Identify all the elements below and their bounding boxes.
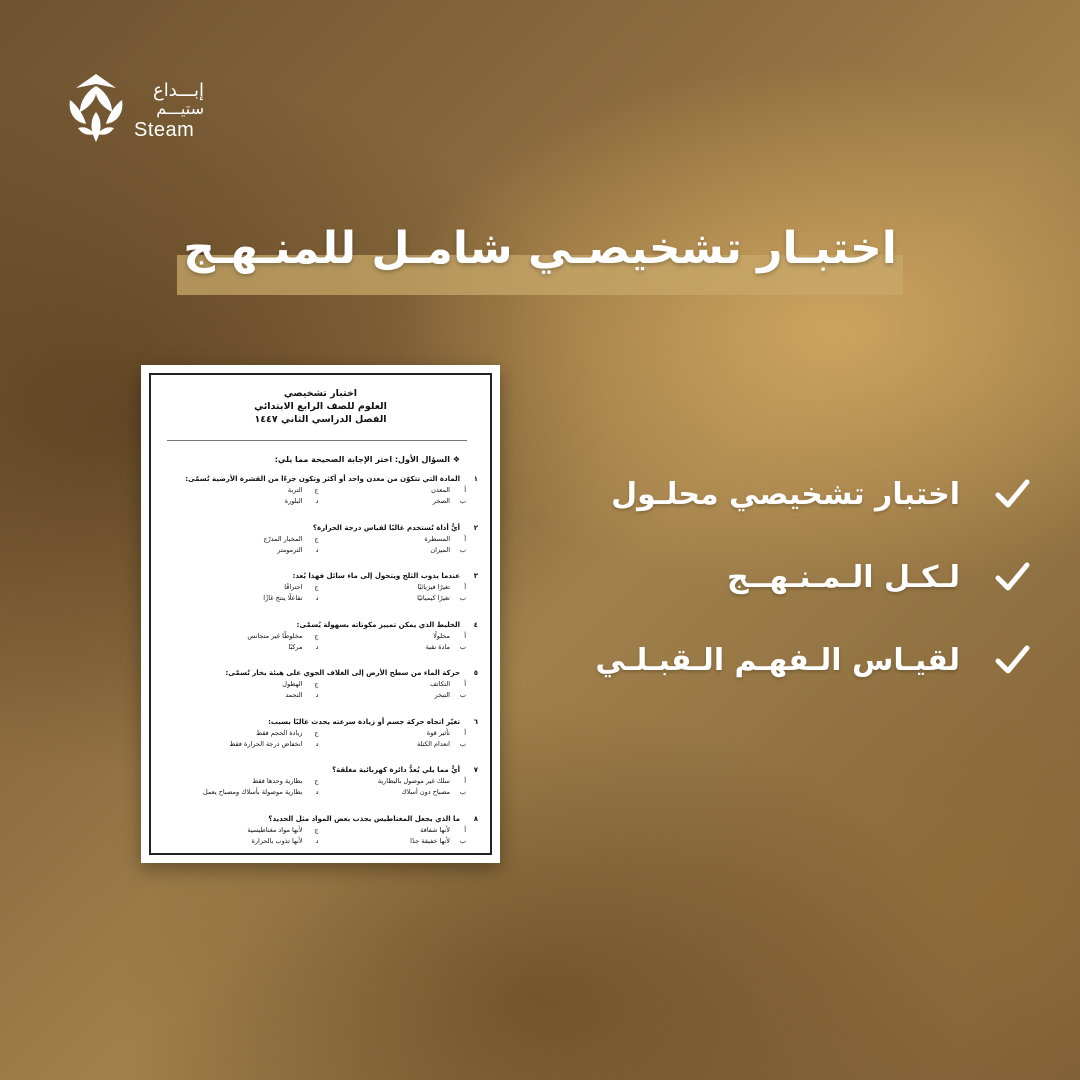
question-prompt: أيٌّ مما يلي يُعدُّ دائرة كهربائية مغلقة؟: [332, 766, 460, 774]
option-text: البلورة: [284, 497, 303, 505]
answer-option: [319, 825, 467, 836]
option-text: الصخر: [432, 497, 450, 505]
answer-option: [171, 496, 319, 507]
question-item: [171, 473, 478, 522]
option-text: بطارية وحدها فقط: [252, 777, 303, 785]
question-text: [171, 716, 478, 728]
answer-option: [319, 582, 467, 593]
answer-options: [171, 582, 478, 604]
answer-option: [319, 739, 467, 750]
option-letter: ج: [314, 583, 319, 591]
question-item: [171, 570, 478, 619]
answer-options: [171, 776, 478, 798]
option-text: مادة نقية: [425, 642, 450, 651]
option-text: تفاعلًا ينتج غازًا: [263, 594, 303, 602]
option-text: التجمد: [285, 691, 303, 699]
answer-option: [319, 787, 467, 798]
option-text: انخفاض درجة الحرارة فقط: [229, 739, 303, 748]
page-title: اختبـار تشخيصـي شامـل للمنـهـج: [183, 223, 897, 274]
section-heading: ❖ السؤال الأول: اختر الإجابة الصحيحة مما يلي:: [274, 455, 460, 464]
answer-option: [319, 485, 467, 496]
question-number: ٢: [473, 523, 478, 532]
checkmark-icon: [994, 476, 1030, 512]
question-number: ٥: [473, 669, 478, 677]
answer-option: [171, 631, 319, 642]
option-text: الميزان: [430, 545, 450, 554]
option-letter: ب: [459, 739, 466, 748]
answer-option: [171, 582, 319, 593]
option-letter: ج: [314, 728, 319, 737]
option-text: التكاثف: [430, 680, 450, 688]
document-header-line: العلوم للصف الرابع الابتدائي: [254, 401, 387, 412]
option-text: التبخر: [434, 691, 450, 699]
answer-option: [319, 534, 467, 545]
answer-option: [171, 679, 319, 690]
option-letter: د: [315, 642, 319, 651]
option-text: تغيرًا فيزيائيًا: [417, 583, 450, 591]
question-prompt: عندما يذوب الثلج ويتحول إلى ماء سائل فهذا يُعد:: [292, 572, 460, 580]
option-letter: د: [315, 739, 319, 748]
question-number: ٧: [473, 766, 478, 774]
answer-option: [319, 679, 467, 690]
option-letter: ب: [459, 691, 466, 699]
option-letter: ب: [459, 788, 466, 796]
question-text: [171, 667, 478, 679]
question-item: [171, 619, 478, 668]
question-prompt: تغيّر اتجاه حركة جسم أو زيادة سرعته يحدث غالبًا بسبب:: [268, 717, 460, 726]
option-letter: ج: [314, 486, 319, 494]
answer-options: [171, 534, 478, 556]
answer-option: [171, 739, 319, 750]
answer-options: [171, 679, 478, 701]
option-letter: ج: [314, 631, 319, 640]
option-letter: ج: [314, 534, 319, 543]
document-header-line: اختبار تشخيصي: [283, 388, 358, 399]
option-letter: أ: [464, 680, 466, 688]
feature-text: اختبار تشخيصي محلـول: [611, 477, 960, 512]
checkmark-icon: [994, 559, 1030, 595]
question-number: ٣: [473, 572, 478, 580]
answer-option: [171, 728, 319, 739]
answer-option: [171, 485, 319, 496]
question-text: [171, 473, 478, 485]
option-text: محلولًا: [433, 631, 450, 640]
lotus-leaf-icon: [64, 70, 128, 146]
question-prompt: المادة التي تتكوّن من معدن واحد أو أكثر وتكون جزءًا من القشرة الأرضية تُسمّى:: [185, 475, 460, 483]
option-letter: ج: [314, 777, 319, 785]
document-divider: [167, 440, 467, 441]
answer-option: [319, 545, 467, 556]
option-text: احتراقًا: [284, 583, 303, 591]
option-text: زيادة الحجم فقط: [256, 728, 303, 737]
option-text: المسطرة: [424, 534, 450, 543]
answer-option: [171, 534, 319, 545]
feature-text: لقيـاس الـفهـم الـقبـلـي: [595, 643, 960, 678]
question-prompt: أيُّ أداة تُستخدم غالبًا لقياس درجة الحرارة؟: [312, 523, 460, 532]
answer-options: [171, 631, 478, 653]
question-text: [171, 813, 478, 825]
question-number: ٦: [473, 717, 478, 726]
question-item: [171, 813, 478, 862]
answer-options: [171, 728, 478, 750]
option-letter: ج: [314, 825, 319, 834]
question-prompt: حركة الماء من سطح الأرض إلى الغلاف الجوي على هيئة بخار تُسمّى:: [225, 669, 460, 677]
brand-english-name: Steam: [134, 119, 195, 141]
option-letter: أ: [464, 631, 466, 640]
question-prompt: ما الذي يجعل المغناطيس يجذب بعض المواد مثل الحديد؟: [268, 814, 460, 823]
option-letter: ج: [314, 680, 319, 688]
option-letter: ب: [459, 497, 466, 505]
option-letter: أ: [464, 486, 466, 494]
option-text: انعدام الكتلة: [416, 739, 450, 748]
feature-item: [590, 470, 1030, 520]
option-letter: أ: [464, 728, 466, 737]
option-text: مصباح دون أسلاك: [401, 788, 450, 796]
option-text: بطارية موصولة بأسلاك ومصباح يعمل: [203, 788, 303, 796]
option-letter: أ: [464, 534, 466, 543]
answer-option: [319, 631, 467, 642]
answer-option: [171, 776, 319, 787]
option-text: سلك غير موصول بالبطارية: [377, 777, 450, 785]
document-header-line: الفصل الدراسي الثاني ١٤٤٧: [254, 414, 387, 425]
option-letter: أ: [464, 583, 466, 591]
option-text: لأنها خفيفة جدًا: [410, 836, 450, 845]
answer-option: [319, 776, 467, 787]
answer-options: [171, 485, 478, 507]
option-text: الترمومتر: [277, 545, 303, 554]
question-text: [171, 570, 478, 582]
answer-option: [171, 642, 319, 653]
answer-option: [171, 545, 319, 556]
document-header: [141, 387, 500, 426]
question-number: ٨: [473, 814, 478, 823]
option-letter: د: [315, 691, 319, 699]
question-list: [171, 473, 478, 861]
question-text: [171, 619, 478, 631]
answer-option: [319, 690, 467, 701]
feature-item: [590, 636, 1030, 686]
feature-item: [590, 553, 1030, 603]
option-letter: د: [315, 836, 319, 845]
answer-option: [319, 593, 467, 604]
answer-options: [171, 825, 478, 847]
brand-arabic-line1: إبـــداع: [152, 80, 204, 101]
option-letter: د: [315, 594, 319, 602]
question-number: ١: [473, 475, 478, 483]
answer-option: [171, 690, 319, 701]
option-text: تغيرًا كيميائيًا: [417, 594, 450, 602]
option-letter: د: [315, 788, 319, 796]
question-item: [171, 716, 478, 765]
question-item: [171, 667, 478, 716]
checkmark-icon: [994, 642, 1030, 678]
option-letter: أ: [464, 777, 466, 785]
option-text: لأنها تذوب بالحرارة: [251, 836, 303, 845]
question-item: [171, 764, 478, 813]
option-text: لأنها مواد مغناطيسية: [247, 825, 303, 834]
feature-text: لـكـل الـمـنـهــج: [726, 560, 960, 595]
option-text: التربة: [287, 486, 303, 494]
answer-option: [171, 825, 319, 836]
option-letter: ب: [459, 545, 466, 554]
question-text: [171, 522, 478, 534]
option-text: المخبار المدرّج: [263, 534, 303, 543]
option-letter: د: [315, 545, 319, 554]
option-letter: ب: [459, 836, 466, 845]
answer-option: [319, 496, 467, 507]
question-text: [171, 764, 478, 776]
option-letter: ب: [459, 642, 466, 651]
question-number: ٤: [473, 620, 478, 629]
option-text: المعدن: [431, 486, 450, 494]
option-text: الهطول: [282, 680, 303, 688]
option-text: مخلوطًا غير متجانس: [247, 631, 303, 640]
option-text: تأثير قوة: [426, 728, 450, 737]
question-item: [171, 522, 478, 571]
option-text: مركبًا: [288, 642, 303, 651]
option-letter: د: [315, 497, 319, 505]
option-letter: ب: [459, 594, 466, 602]
answer-option: [319, 836, 467, 847]
option-text: لأنها شفافة: [420, 825, 450, 834]
answer-option: [319, 728, 467, 739]
brand-arabic-line2: ستيـــم: [156, 99, 204, 118]
answer-option: [171, 787, 319, 798]
option-letter: أ: [464, 825, 466, 834]
answer-option: [319, 642, 467, 653]
answer-option: [171, 593, 319, 604]
question-prompt: الخليط الذي يمكن تمييز مكوناته بسهولة يُسمّى:: [296, 620, 460, 629]
exam-document-preview: [141, 365, 500, 863]
answer-option: [171, 836, 319, 847]
